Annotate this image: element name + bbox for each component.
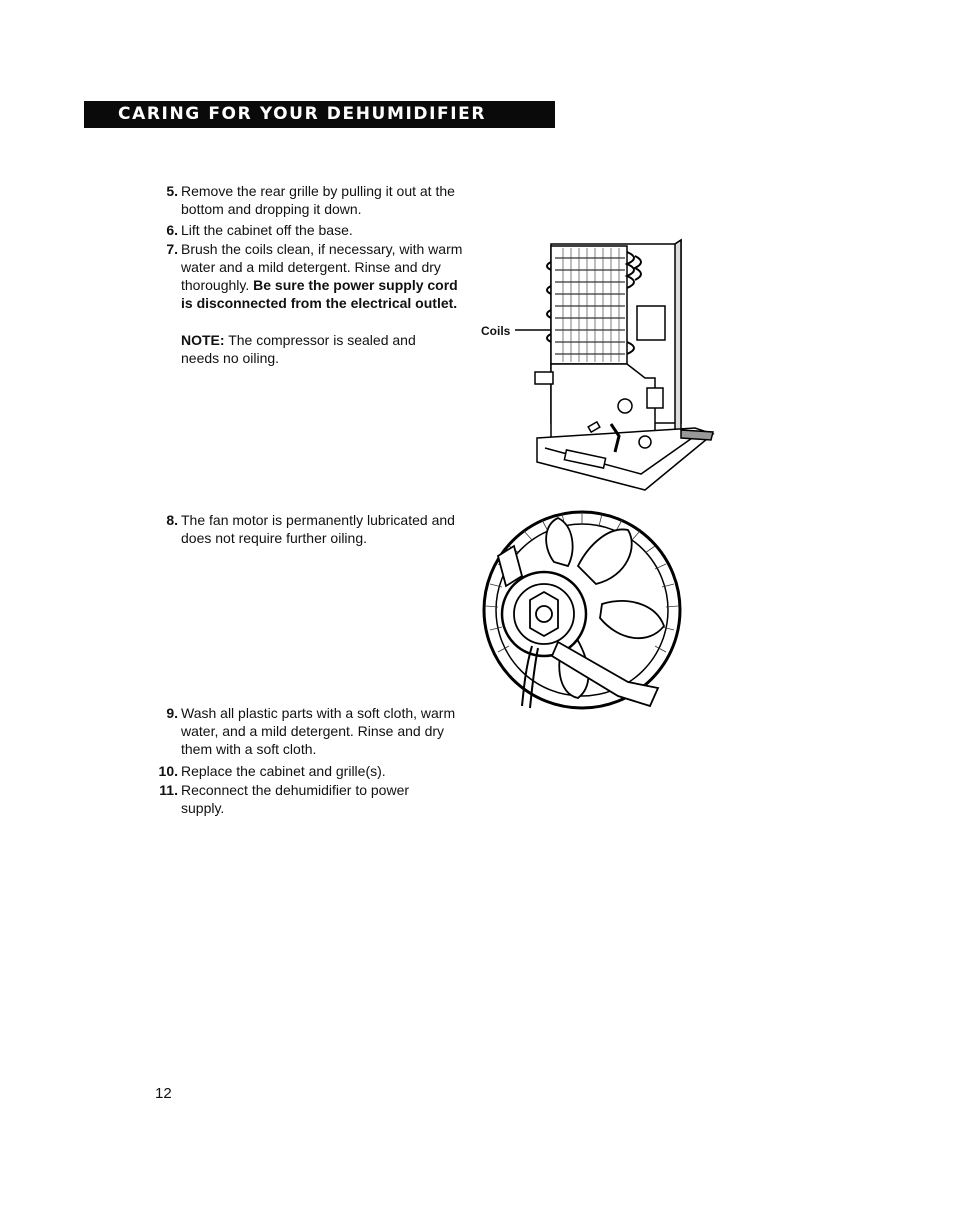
step-9 — [166, 704, 456, 758]
step-11 — [159, 781, 441, 817]
step-8 — [166, 511, 466, 547]
step-number: 6. — [166, 222, 178, 238]
step-text: Reconnect the dehumidifier to power supply. — [181, 782, 410, 816]
step-7 — [166, 240, 466, 312]
note — [181, 331, 451, 367]
step-number: 10. — [158, 763, 178, 779]
step-6 — [166, 221, 466, 239]
step-text: Brush the coils clean, if necessary, with warm water and a mild detergent. Rinse and dry thoroughly. — [181, 241, 463, 293]
dehumidifier-coils-illustration — [515, 238, 715, 496]
page-number: 12 — [155, 1085, 172, 1102]
note-label: NOTE: — [181, 332, 225, 348]
fan-motor-illustration — [478, 506, 688, 712]
step-10 — [158, 762, 466, 780]
section-header: CARING FOR YOUR DEHUMIDIFIER — [84, 101, 555, 128]
step-text: Wash all plastic parts with a soft cloth, warm water, and a mild detergent. Rinse and dry them with a soft cloth. — [181, 705, 456, 757]
step-warning: Be sure the power supply cord is disconnected from the electrical outlet. — [181, 277, 458, 311]
step-number: 8. — [166, 512, 178, 528]
step-text: Lift the cabinet off the base. — [181, 222, 353, 238]
step-5 — [166, 182, 466, 218]
note-text: The compressor is sealed and needs no oiling. — [181, 332, 416, 366]
step-number: 7. — [166, 241, 178, 257]
step-text: Replace the cabinet and grille(s). — [181, 763, 386, 779]
step-number: 5. — [166, 183, 178, 199]
step-number: 11. — [159, 782, 178, 798]
step-text: Remove the rear grille by pulling it out at the bottom and dropping it down. — [181, 183, 455, 217]
step-text: The fan motor is permanently lubricated and does not require further oiling. — [181, 512, 455, 546]
step-number: 9. — [166, 705, 178, 721]
coils-label: Coils — [481, 324, 511, 338]
